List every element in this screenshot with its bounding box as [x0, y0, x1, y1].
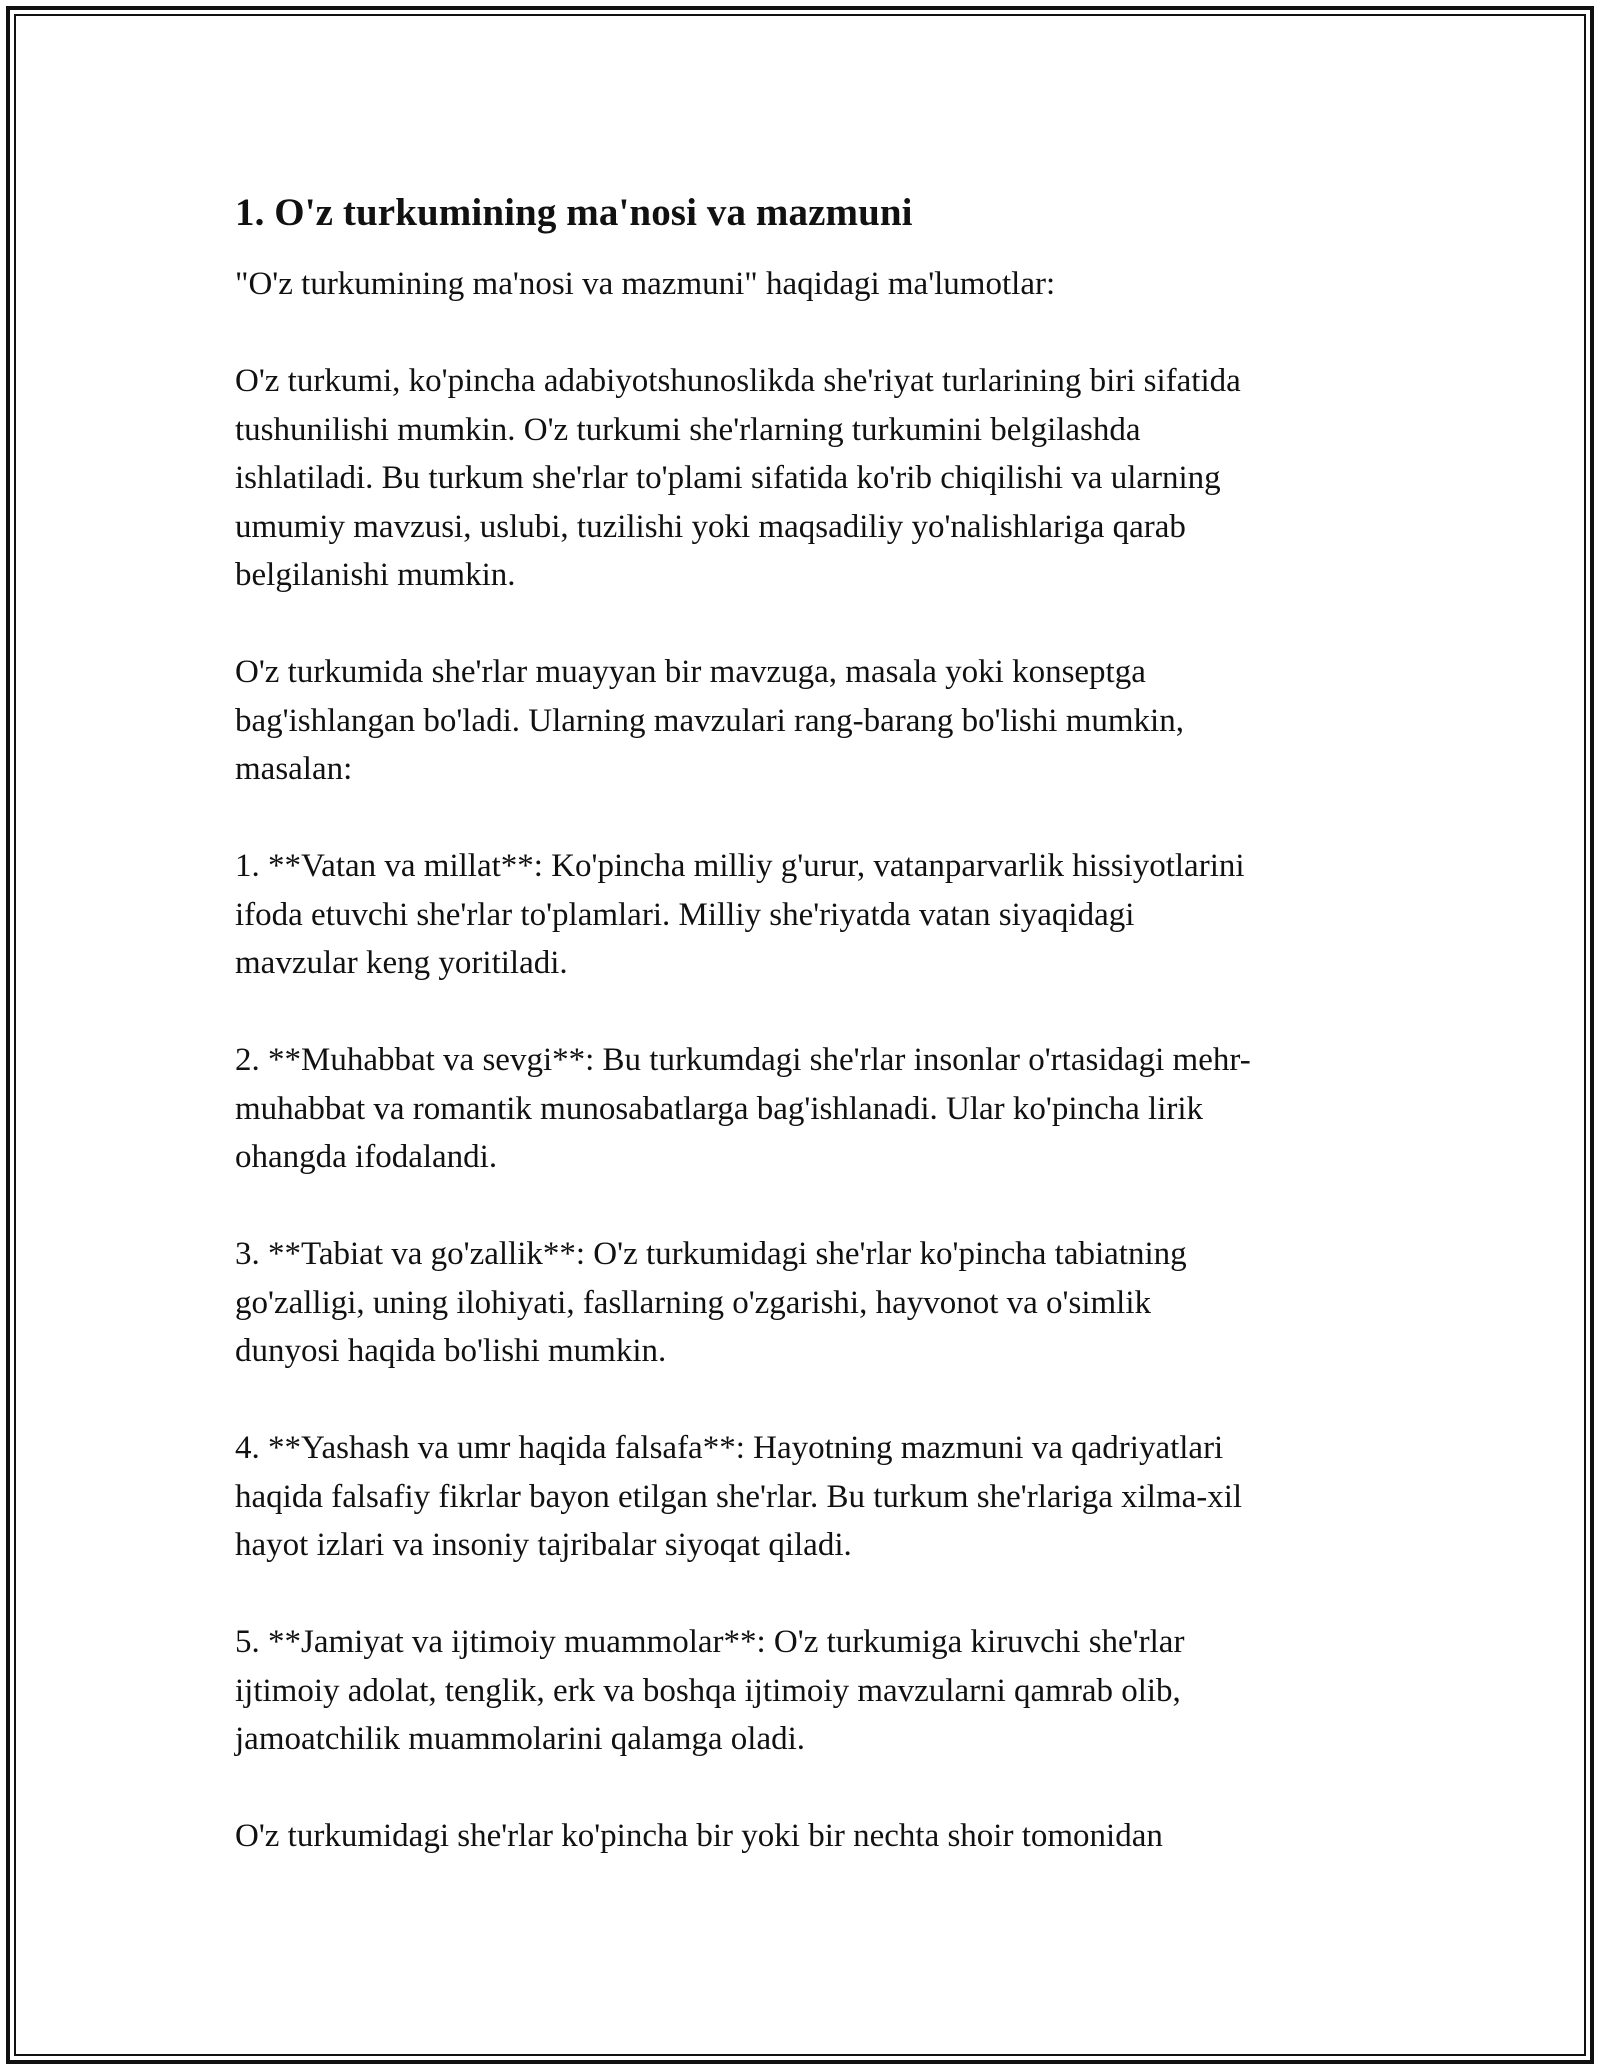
theme-item-4: 4. **Yashash va umr haqida falsafa**: Hayotning mazmuni va qadriyatlari haqida falsafiy fikrlar bayon etilgan she'rlar. Bu turkum she'rlariga xilma-xil hayot izlari va insoniy tajribalar siyoqat qiladi. [235, 1430, 1243, 1563]
theme-item-2: 2. **Muhabbat va sevgi**: Bu turkumdagi she'rlar insonlar o'rtasidagi mehr- muhabbat va romantik munosabatlarga bag'ishlanadi. Ular ko'pincha lirik ohangda ifodalandi. [235, 1042, 1251, 1175]
definition-paragraph: O'z turkumi, ko'pincha adabiyotshunoslikda she'riyat turlarining biri sifatida tushunilishi mumkin. O'z turkumi she'rlarning turkumini belgilashda ishlatiladi. Bu turkum she'rlar to'plami sifatida ko'rib chiqilishi va ularning umumiy mavzusi, uslubi, tuzilishi yoki maqsadiliy yo'nalishlariga qarab belgilanishi mumkin. [235, 363, 1241, 593]
closing-paragraph: O'z turkumidagi she'rlar ko'pincha bir yoki bir nechta shoir tomonidan [235, 1818, 1163, 1854]
section-heading: 1. O'z turkumining ma'nosi va mazmuni [235, 191, 913, 234]
theme-item-3: 3. **Tabiat va go'zallik**: O'z turkumidagi she'rlar ko'pincha tabiatning go'zalligi, uning ilohiyati, fasllarning o'zgarishi, hayvonot va o'simlik dunyosi haqida bo'lishi mumkin. [235, 1236, 1187, 1369]
document-body [235, 186, 1380, 1909]
themes-intro-paragraph: O'z turkumida she'rlar muayyan bir mavzuga, masala yoki konseptga bag'ishlangan bo'ladi. Ularning mavzulari rang-barang bo'lishi mumkin, masalan: [235, 654, 1184, 787]
theme-item-1: 1. **Vatan va millat**: Ko'pincha milliy g'urur, vatanparvarlik hissiyotlarini ifoda etuvchi she'rlar to'plamlari. Milliy she'riyatda vatan siyaqidagi mavzular keng yoritiladi. [235, 848, 1245, 981]
intro-line: "O'z turkumining ma'nosi va mazmuni" haqidagi ma'lumotlar: [235, 266, 1056, 302]
theme-item-5: 5. **Jamiyat va ijtimoiy muammolar**: O'z turkumiga kiruvchi she'rlar ijtimoiy adolat, tenglik, erk va boshqa ijtimoiy mavzularni qamrab olib, jamoatchilik muammolarini qalamga oladi. [235, 1624, 1185, 1757]
